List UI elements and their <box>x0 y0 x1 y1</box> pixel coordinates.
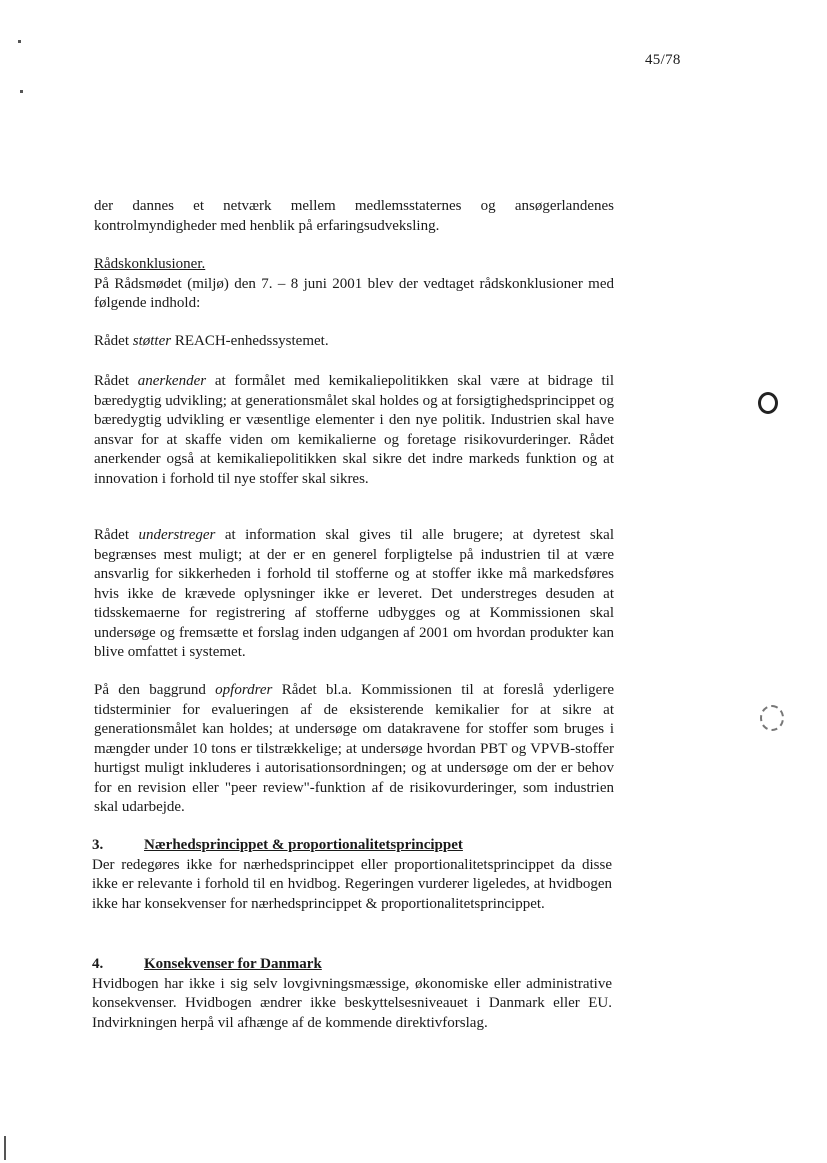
section-4-heading <box>92 955 612 975</box>
section-4 <box>92 955 612 1033</box>
punch-hole-faint-icon <box>760 705 784 731</box>
opfordrer-post: Rådet bl.a. Kommissionen til at foreslå yderligere tidsterminier for evalueringen af de eksisterende kemikalier for at sikre at generationsmålet kan holdes; at undersøge om datakravene for stoffer som bruges i mængder under 10 tons er tilstrækkelige; at undersøge hvordan PBT og VPVB-stoffer hurtigst muligt inkluderes i autorisationsordningen; og at undersøge om der er behov for en revision eller "peer review"-funktion af de risikovurderinger, som industrien skal udarbejde. <box>94 682 614 815</box>
anerkender-verb: anerkender <box>137 373 207 389</box>
opfordrer-verb: opfordrer <box>215 682 273 698</box>
understreger-pre: Rådet <box>94 527 139 543</box>
scan-mark-left-top <box>18 40 21 43</box>
understreger-post: at information skal gives til alle brugere; at dyretest skal begrænses mest muligt; at der er en generel forpligtelse på industrien til at være ansvarlig for sikkerheden i forhold til stofferne og at stoffer ikke må markedsføres hvis ikke de krævede oplysninger ikke er leveret. Det understreges desuden at tidsskemaerne for registrering af stofferne udbygges og at Kommissionen skal undersøge og fremsætte et forslag inden udgangen af 2001 om hvordan produkter kan blive omfattet i systemet. <box>94 527 614 660</box>
section-3 <box>92 836 612 914</box>
section-4-number: 4. <box>92 956 104 972</box>
section-3-text: Der redegøres ikke for nærhedsprincippet eller proportionalitetsprincippet da disse ikke er relevante i forhold til en hvidbog. Regeringen vurderer ligeledes, at hvidbogen ikke har konsekvenser for nærhedsprincippet & proportionalitetsprincippet. <box>92 856 612 912</box>
intro-text: der dannes et netværk mellem medlemsstaternes og ansøgerlandenes kontrolmyndigheder med henblik på erfaringsudveksling. <box>94 198 614 234</box>
section-4-text: Hvidbogen har ikke i sig selv lovgivningsmæssige, økonomiske eller administrative konsekvenser. Hvidbogen ændrer ikke beskyttelsesniveauet i Danmark eller EU. Indvirkningen herpå vil afhænge af de kommende direktivforslag. <box>92 975 612 1031</box>
scan-mark-left <box>20 90 23 93</box>
stoetter-pre: Rådet <box>94 333 133 349</box>
intro-paragraph <box>94 197 614 236</box>
section-3-number: 3. <box>92 837 104 853</box>
raadskonklusioner-heading: Rådskonklusioner. <box>94 256 206 272</box>
section-3-heading <box>92 836 612 856</box>
understreger-paragraph <box>94 526 614 663</box>
punch-hole-icon <box>758 392 778 414</box>
understreger-verb: understreger <box>138 527 216 543</box>
scan-mark-left-bottom <box>4 1136 6 1160</box>
section-3-title: Nærhedsprincippet & proportionalitetsprincippet <box>144 837 463 853</box>
anerkender-pre: Rådet <box>94 373 138 389</box>
raadskonklusioner-section <box>94 255 614 314</box>
opfordrer-pre: På den baggrund <box>94 682 216 698</box>
anerkender-paragraph <box>94 372 614 489</box>
page-number: 45/78 <box>645 52 681 68</box>
stoetter-post: REACH-enhedssystemet. <box>171 333 329 349</box>
stoetter-verb: støtter <box>132 333 172 349</box>
anerkender-post: at formålet med kemikaliepolitikken skal være at bidrage til bæredygtig udvikling; at generationsmålet skal holdes og at forsigtighedsprincippet og bæredygtig udvikling er væsentlige elementer i den nye politik. Industrien skal have ansvar for at skaffe viden om kemikalierne og foretage risikovurderinger. Rådet anerkender også at kemikaliepolitikken skal sikre det indre markeds funktion og at innovation i forhold til nye stoffer skal sikres. <box>94 373 614 487</box>
raadskonklusioner-text: På Rådsmødet (miljø) den 7. – 8 juni 2001 blev der vedtaget rådskonklusioner med følgende indhold: <box>94 275 614 311</box>
section-4-title: Konsekvenser for Danmark <box>144 956 322 972</box>
opfordrer-paragraph <box>94 681 614 818</box>
stoetter-paragraph <box>94 332 614 352</box>
